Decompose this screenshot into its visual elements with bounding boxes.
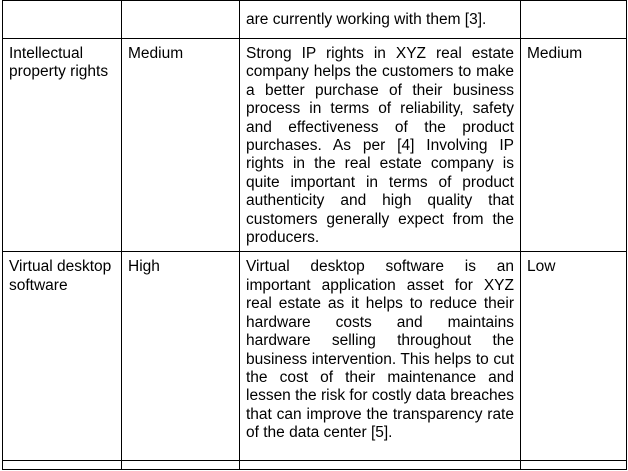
empty-cell: [3, 461, 122, 470]
risk-cell: Low: [521, 252, 627, 461]
risk-cell: [521, 1, 627, 39]
description-cell: are currently working with them [3].: [240, 1, 521, 39]
value-cell: [122, 1, 240, 39]
description-cell: Strong IP rights in XYZ real estate company helps the customers to make a better purchase of their business process in terms of reliability, safety and effectiveness of the product purchases. As per [4] Involving IP rights in the real estate company is quite important in terms of product authenticity and high quality that customers generally expect from the producers.: [240, 39, 521, 252]
description-cell: Virtual desktop software is an important application asset for XYZ real estate as it helps to reduce their hardware costs and maintains hardware selling throughout the business intervention. This helps to cut the cost of their maintenance and lessen the risk for costly data breaches that can improve the transparency rate of the data center [5].: [240, 252, 521, 461]
asset-table: [2, 0, 627, 470]
table-row: [3, 39, 627, 252]
asset-cell: Virtual desktop software: [3, 252, 122, 461]
empty-cell: [240, 461, 521, 470]
table-row: [3, 461, 627, 470]
empty-cell: [122, 461, 240, 470]
table-row: [3, 252, 627, 461]
value-cell: Medium: [122, 39, 240, 252]
value-cell: High: [122, 252, 240, 461]
table-row: [3, 1, 627, 39]
asset-cell: Intellectual property rights: [3, 39, 122, 252]
risk-cell: Medium: [521, 39, 627, 252]
asset-cell: [3, 1, 122, 39]
empty-cell: [521, 461, 627, 470]
